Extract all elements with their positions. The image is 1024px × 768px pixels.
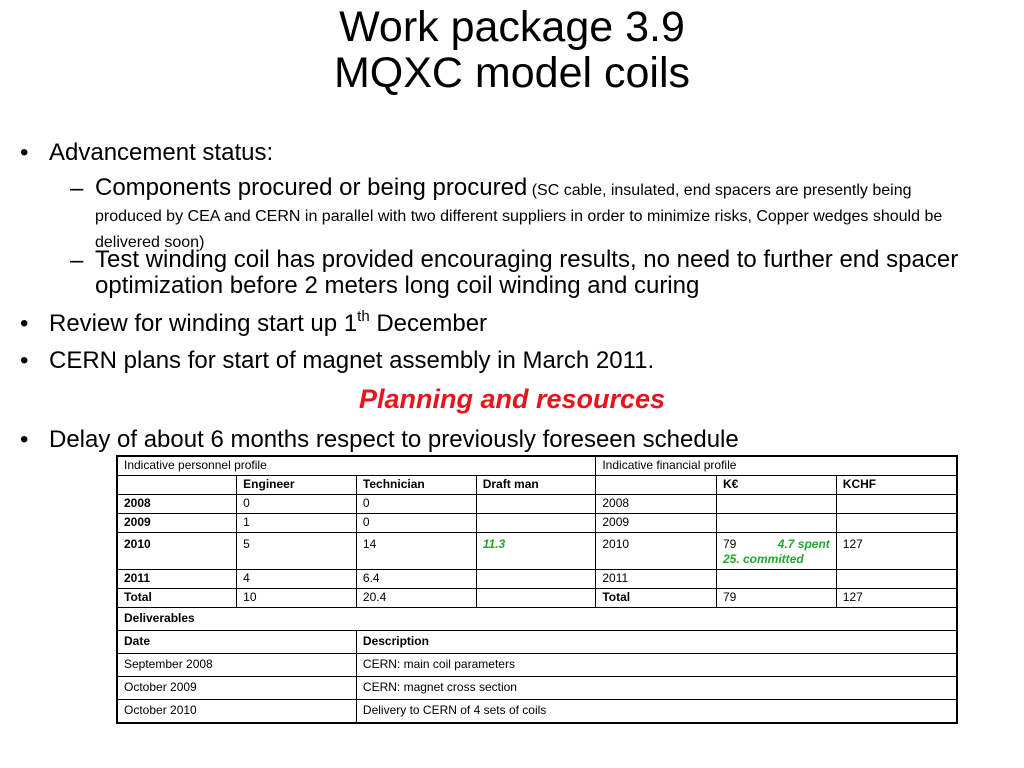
table-row: 2010 5 14 11.3 2010 79 4.7 spent 25. committed 127 [117,533,957,570]
deliverables-column-row [117,631,957,654]
bullet-text: Advancement status: [49,139,274,166]
table-header-row [117,456,957,476]
col-engineer: Engineer [237,476,357,495]
bullet-icon: • [20,347,29,374]
draftman-2010-value: 11.3 [476,533,596,570]
deliverable-row: September 2008 CERN: main coil parameters [117,654,957,677]
financial-header: Indicative financial profile [596,456,957,476]
review-text: Review for winding start up 1 [49,310,358,337]
committed-note: 25. committed [722,552,804,566]
bullet-icon: • [20,139,29,166]
sub-bullet-note: (SC cable, insulated, end spacers are presently being produced by CEA and CERN in parallel with two different suppliers in order to minimize risks, Copper wedges should be delivered soon) [95,182,943,251]
bullet-text: CERN plans for start of magnet assembly in March 2011. [49,347,655,374]
table-row: 2008 0 0 2008 [117,495,957,514]
sub-bullet-test-winding [70,247,980,299]
table-row: 2009 1 0 2009 [117,514,957,533]
section-heading: Planning and resources [358,384,666,414]
dash-icon: – [70,175,84,202]
col-draftman: Draft man [476,476,596,495]
sub-bullet-main-text: Components procured or being procured [95,174,528,201]
deliverable-row: October 2009 CERN: magnet cross section [117,677,957,700]
keur-2010-cell: 79 4.7 spent 25. committed [716,533,836,570]
title-line-1: Work package 3.9 [339,3,685,51]
bullet-text: Delay of about 6 months respect to previously foreseen schedule [49,426,739,453]
date-header: Date [117,631,356,654]
col-keur: K€ [716,476,836,495]
dash-icon: – [70,247,84,274]
resources-table [116,455,958,724]
review-superscript: th [357,308,370,325]
col-technician: Technician [356,476,476,495]
col-kchf: KCHF [836,476,957,495]
title-line-2: MQXC model coils [333,49,691,97]
sub-bullet-text: Test winding coil has provided encouraging results, no need to further end spacer optimization before 2 meters long coil winding and curing [95,246,959,299]
bullet-icon: • [20,426,29,453]
deliverable-row: October 2010 Delivery to CERN of 4 sets of coils [117,700,957,724]
slide-title [0,4,1024,96]
review-text-end: December [369,310,488,337]
sub-bullet-components [70,175,980,253]
deliverables-label: Deliverables [117,608,957,631]
personnel-header: Indicative personnel profile [117,456,596,476]
spent-note: 4.7 spent [777,537,830,551]
deliverables-header-row [117,608,957,631]
table-row-total: Total 10 20.4 Total 79 127 [117,589,957,608]
table-row: 2011 4 6.4 2011 [117,570,957,589]
bullet-icon: • [20,310,29,337]
description-header: Description [356,631,957,654]
column-header-row [117,476,957,495]
